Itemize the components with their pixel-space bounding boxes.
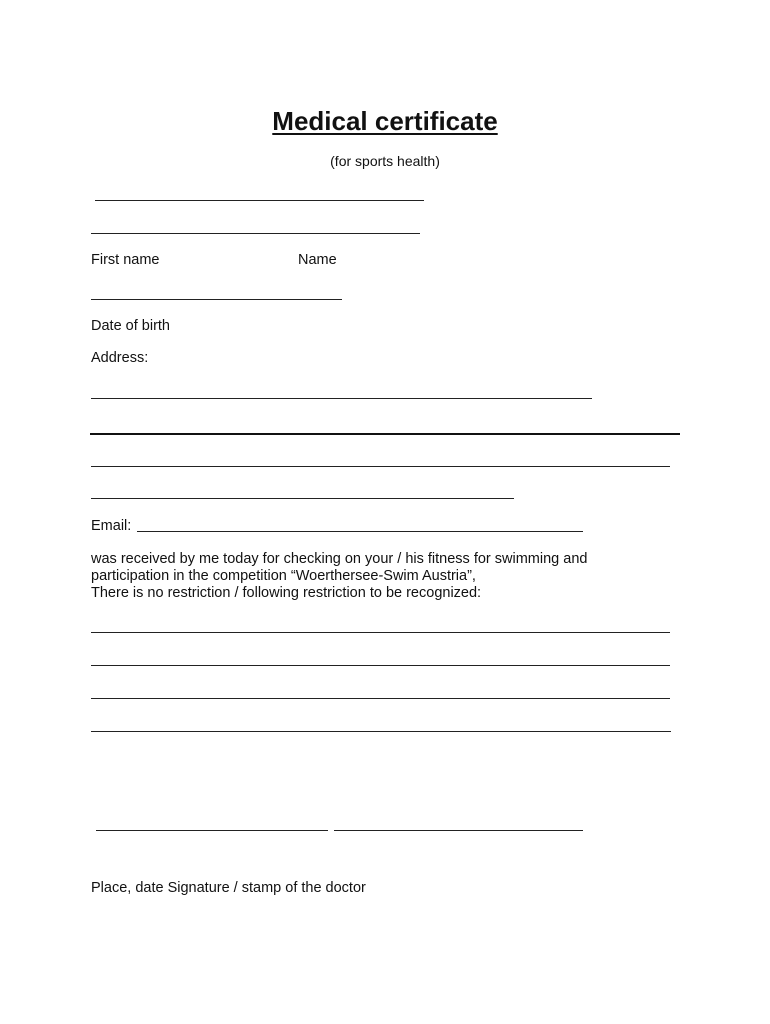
restriction-line-4[interactable]	[91, 731, 671, 732]
address-line-3[interactable]	[91, 466, 670, 467]
address-line-1[interactable]	[91, 398, 592, 399]
restriction-line-3[interactable]	[91, 698, 670, 699]
first-name-label: First name	[91, 252, 160, 268]
statement-line-3: There is no restriction / following restriction to be recognized:	[91, 585, 482, 601]
email-input-line[interactable]	[137, 531, 583, 532]
email-label: Email:	[91, 518, 132, 534]
date-of-birth-input-line[interactable]	[91, 299, 342, 300]
place-date-input-line[interactable]	[96, 830, 328, 831]
email-row	[91, 518, 131, 535]
name-input-line[interactable]	[91, 233, 420, 234]
first-name-input-line[interactable]	[95, 200, 424, 201]
statement-line-1: was received by me today for checking on your / his fitness for swimming and	[91, 551, 588, 567]
statement-line-2: participation in the competition “Woerthersee-Swim Austria”,	[91, 568, 476, 584]
signature-caption: Place, date Signature / stamp of the doctor	[91, 880, 366, 896]
address-line-2[interactable]	[90, 433, 680, 435]
address-line-4[interactable]	[91, 498, 514, 499]
restriction-line-1[interactable]	[91, 632, 670, 633]
document-subtitle: (for sports health)	[330, 153, 440, 169]
restriction-line-2[interactable]	[91, 665, 670, 666]
fitness-statement	[91, 551, 691, 602]
signature-input-line[interactable]	[334, 830, 583, 831]
name-label: Name	[298, 252, 337, 268]
date-of-birth-label: Date of birth	[91, 318, 170, 334]
document-title: Medical certificate	[272, 106, 498, 136]
address-label: Address:	[91, 350, 149, 366]
